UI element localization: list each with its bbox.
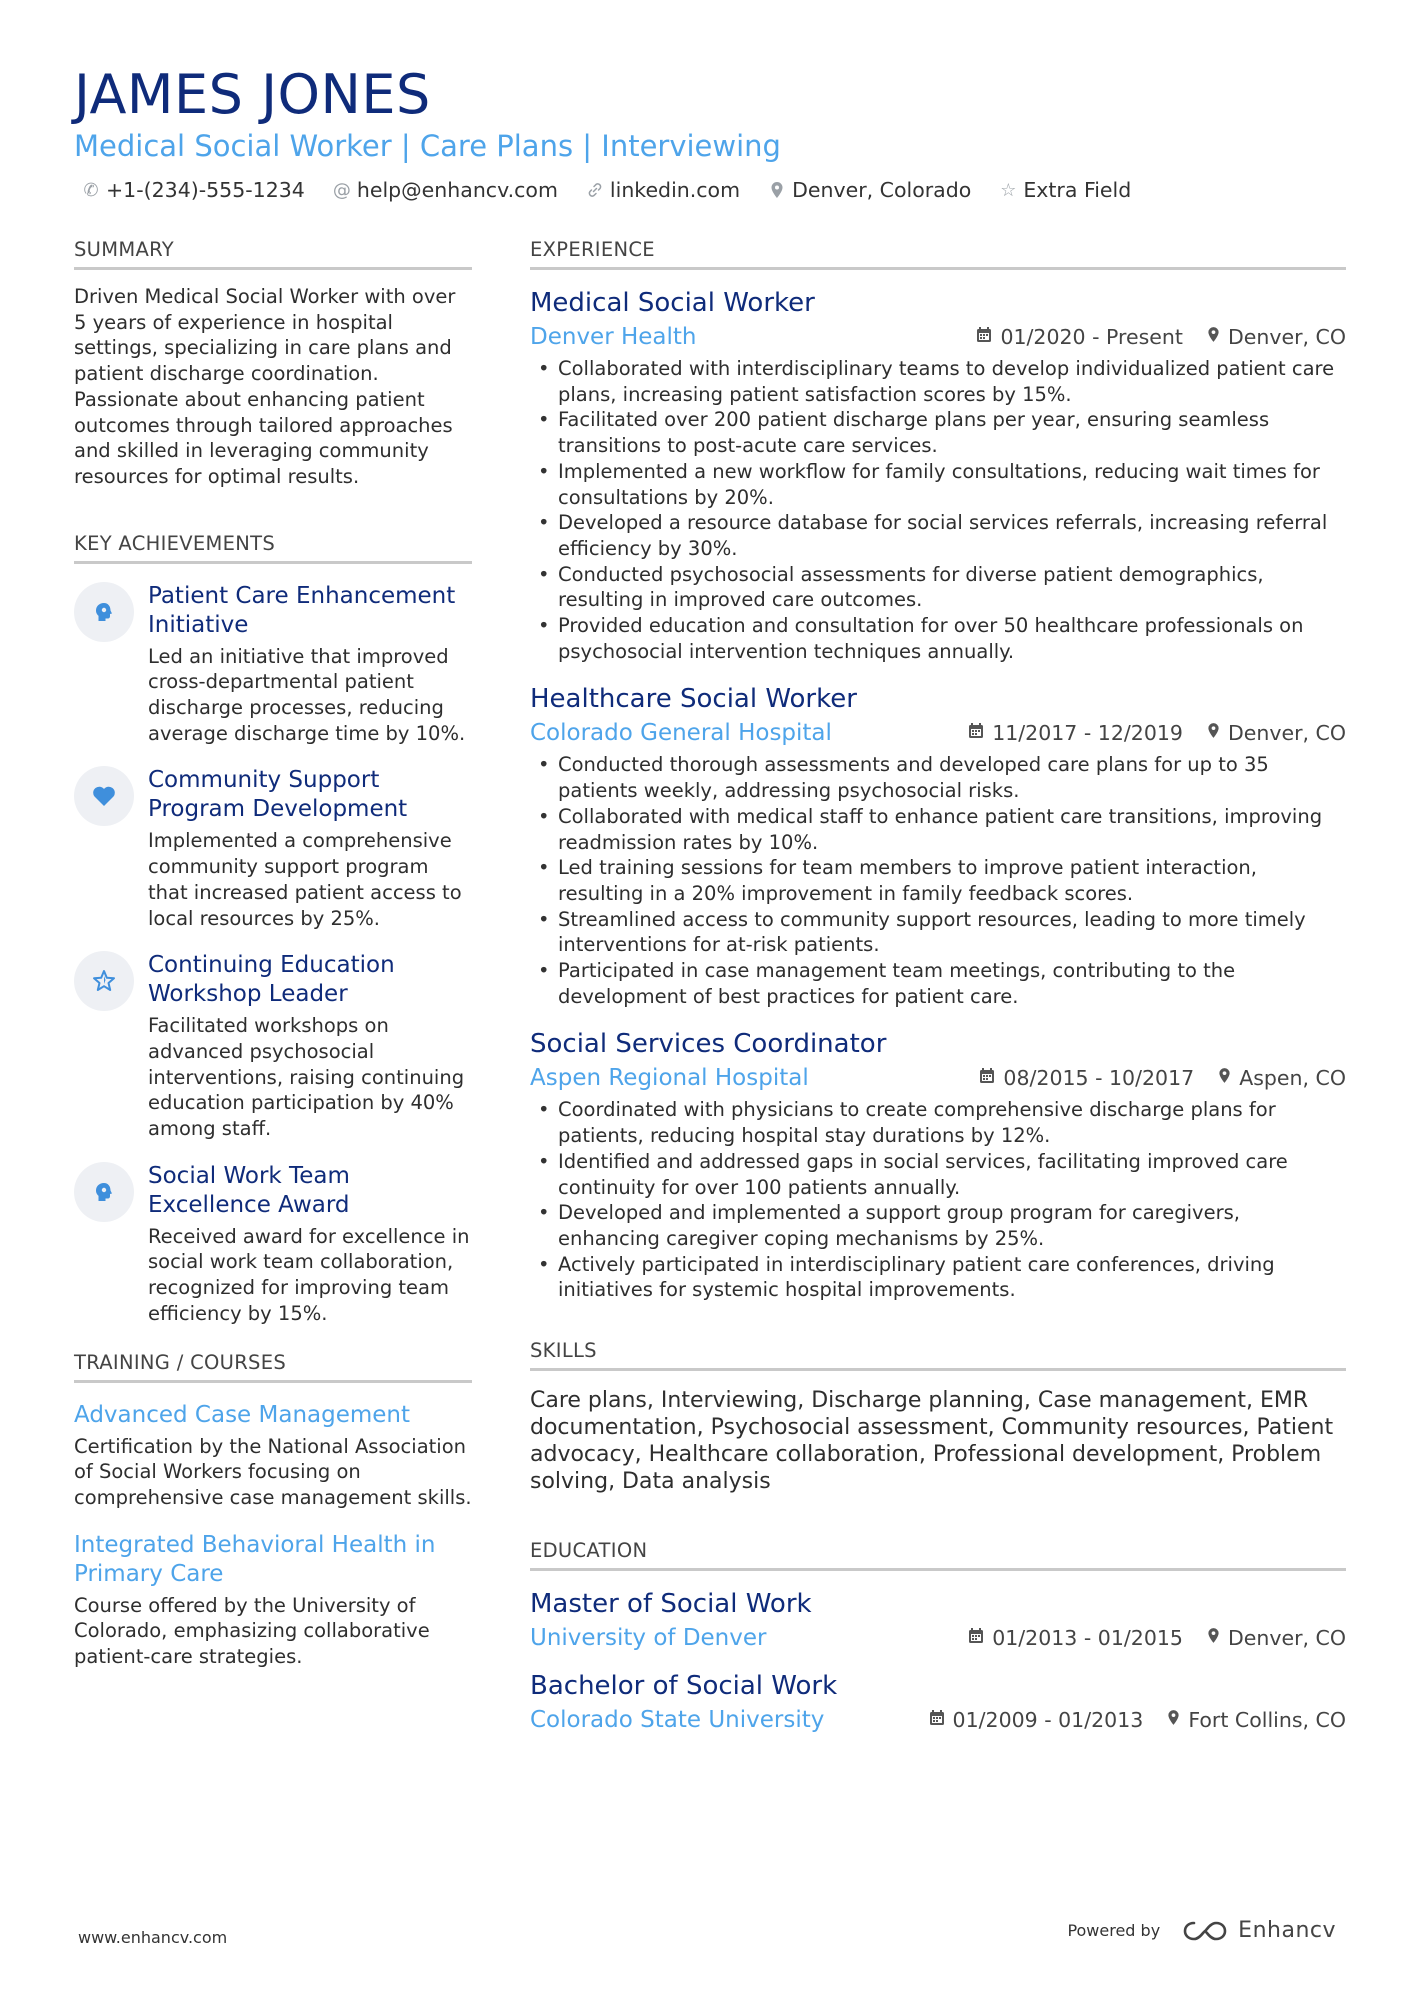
achievement-title: Continuing Education Workshop Leader: [148, 952, 395, 1008]
company-name: Colorado General Hospital: [530, 720, 832, 747]
job-dates: 08/2015 - 10/2017: [1003, 1066, 1195, 1091]
summary-section: [74, 238, 472, 490]
achievement-text: Led an initiative that improved cross-departmental patient discharge processes, reducing average discharge time by 10%.: [148, 644, 466, 745]
skills-text: Care plans, Interviewing, Discharge planning, Case management, EMR documentation, Psychosocial assessment, Community resources, Patient advocacy, Healthcare collaboration, Professional development, Problem solving, Data analysis: [530, 1388, 1334, 1495]
achievement-text: Implemented a comprehensive community support program that increased patient access to local resources by 25%.: [148, 829, 462, 930]
skills-heading: SKILLS: [530, 1339, 1346, 1371]
contact-email[interactable]: @ help@enhancv.com: [332, 178, 558, 202]
contact-linkedin[interactable]: linkedin.com: [586, 178, 740, 202]
candidate-name: JAMES JONES: [74, 63, 431, 126]
location-icon: [1207, 1627, 1220, 1649]
achievement-item: [74, 1162, 472, 1327]
bullet-item: • Developed and implemented a support group program for caregivers, enhancing caregiver coping mechanisms by 25%.: [530, 1200, 1346, 1251]
company-name: Denver Health: [530, 324, 697, 350]
star-icon: [74, 951, 134, 1011]
star-icon: ☆: [1000, 179, 1017, 201]
job-entry: [530, 1027, 1346, 1303]
course-title: Integrated Behavioral Health in Primary Care: [74, 1531, 436, 1587]
resume-page: [74, 62, 1346, 1734]
at-icon: @: [332, 179, 351, 201]
bullet-item: • Collaborated with medical staff to enhance patient care transitions, improving readmission rates by 10%.: [530, 804, 1346, 855]
achievement-title: Social Work Team Excellence Award: [148, 1162, 350, 1218]
achievements-heading: KEY ACHIEVEMENTS: [74, 532, 472, 564]
contact-bar: [74, 178, 1346, 202]
course-title: Advanced Case Management: [74, 1401, 411, 1428]
job-location: Denver, CO: [1227, 325, 1346, 349]
education-section: [530, 1539, 1346, 1735]
calendar-icon: [968, 722, 984, 744]
enhancv-logo[interactable]: [1182, 1918, 1336, 1943]
course-item: [74, 1531, 472, 1670]
education-dates: 01/2009 - 01/2013: [952, 1708, 1144, 1733]
job-bullets: [530, 752, 1346, 1009]
location-icon: [1167, 1709, 1180, 1731]
achievement-item: [74, 582, 472, 747]
degree-title: Master of Social Work: [530, 1589, 812, 1620]
bullet-item: • Conducted psychosocial assessments for diverse patient demographics, resulting in improved care outcomes.: [530, 562, 1346, 613]
calendar-icon: [979, 1067, 995, 1089]
achievement-title: Community Support Program Development: [148, 767, 408, 823]
achievements-section: [74, 532, 472, 1327]
bullet-item: • Streamlined access to community support resources, leading to more timely interventions for at-risk patients.: [530, 907, 1346, 958]
bullet-item: • Conducted thorough assessments and developed care plans for up to 35 patients weekly, addressing psychosocial risks.: [530, 752, 1346, 803]
experience-heading: EXPERIENCE: [530, 238, 1346, 270]
bullet-item: • Facilitated over 200 patient discharge plans per year, ensuring seamless transitions to post-acute care services.: [530, 407, 1346, 458]
head-icon: [74, 582, 134, 642]
bullet-item: • Implemented a new workflow for family consultations, reducing wait times for consultations by 20%.: [530, 459, 1346, 510]
job-bullets: [530, 1097, 1346, 1303]
job-title: Medical Social Worker: [530, 288, 815, 318]
job-entry: [530, 682, 1346, 1009]
link-icon: [586, 182, 604, 198]
achievement-item: [74, 766, 472, 931]
achievement-text: Received award for excellence in social work team collaboration, recognized for improving team efficiency by 15%.: [148, 1224, 470, 1325]
course-text: Course offered by the University of Colorado, emphasizing collaborative patient-care strategies.: [74, 1593, 430, 1669]
location-icon: [768, 181, 786, 199]
contact-location: Denver, Colorado: [768, 178, 971, 202]
bullet-item: • Led training sessions for team members to improve patient interaction, resulting in a 20% improvement in family feedback scores.: [530, 855, 1346, 906]
heart-icon: [74, 766, 134, 826]
job-location: Aspen, CO: [1239, 1066, 1346, 1091]
achievement-title: Patient Care Enhancement Initiative: [148, 582, 456, 638]
skills-section: [530, 1339, 1346, 1495]
bullet-item: • Developed a resource database for social services referrals, increasing referral efficiency by 30%.: [530, 510, 1346, 561]
education-dates: 01/2013 - 01/2015: [992, 1626, 1183, 1651]
achievement-text: Facilitated workshops on advanced psychosocial interventions, raising continuing education participation by 40% among staff.: [148, 1014, 465, 1141]
summary-text: Driven Medical Social Worker with over 5 years of experience in hospital settings, specializing in care plans and patient discharge coordination. Passionate about enhancing patient outcomes through tailored approaches and skilled in leveraging community resources for optimal results.: [74, 285, 456, 488]
calendar-icon: [976, 326, 992, 348]
footer-branding: [1067, 1918, 1336, 1943]
training-heading: TRAINING / COURSES: [74, 1351, 472, 1383]
bullet-item: • Collaborated with interdisciplinary teams to develop individualized patient care plans, increasing patient satisfaction scores by 15%.: [530, 356, 1346, 407]
calendar-icon: [968, 1627, 984, 1649]
brand-name: Enhancv: [1238, 1918, 1336, 1943]
contact-phone[interactable]: ✆ +1-(234)-555-1234: [83, 178, 305, 202]
training-section: [74, 1351, 472, 1670]
infinity-logo-icon: [1182, 1919, 1228, 1943]
experience-section: [530, 238, 1346, 1303]
job-entry: [530, 286, 1346, 664]
education-entry: [530, 1669, 1346, 1735]
degree-title: Bachelor of Social Work: [530, 1671, 838, 1702]
education-location: Denver, CO: [1227, 1626, 1346, 1651]
powered-by-label: Powered by: [1067, 1921, 1161, 1940]
bullet-item: • Coordinated with physicians to create comprehensive discharge plans for patients, reducing hospital stay durations by 12%.: [530, 1097, 1346, 1148]
candidate-title: Medical Social Worker | Care Plans | Interviewing: [74, 129, 781, 163]
job-location: Denver, CO: [1227, 721, 1346, 746]
bullet-item: • Actively participated in interdisciplinary patient care conferences, driving initiatives for systemic hospital improvements.: [530, 1252, 1346, 1303]
contact-extra: ☆ Extra Field: [1000, 178, 1132, 202]
head-icon: [74, 1162, 134, 1222]
job-title: Healthcare Social Worker: [530, 684, 857, 715]
bullet-item: • Identified and addressed gaps in social services, facilitating improved care continuity for over 100 patients annually.: [530, 1149, 1346, 1200]
bullet-item: • Participated in case management team meetings, contributing to the development of best practices for patient care.: [530, 958, 1346, 1009]
right-column: [530, 238, 1346, 1751]
location-icon: [1207, 326, 1220, 348]
school-name: Colorado State University: [530, 1707, 825, 1734]
job-dates: 11/2017 - 12/2019: [992, 721, 1183, 746]
location-icon: [1207, 722, 1220, 744]
education-entry: [530, 1587, 1346, 1653]
course-text: Certification by the National Association of Social Workers focusing on comprehensive case management skills.: [74, 1434, 472, 1509]
job-dates: 01/2020 - Present: [1000, 325, 1183, 349]
left-column: [74, 238, 472, 1690]
school-name: University of Denver: [530, 1625, 767, 1652]
footer-website[interactable]: www.enhancv.com: [78, 1928, 228, 1947]
course-item: [74, 1401, 472, 1511]
phone-icon: ✆: [83, 179, 99, 201]
job-title: Social Services Coordinator: [530, 1029, 887, 1060]
education-location: Fort Collins, CO: [1188, 1708, 1346, 1733]
location-icon: [1218, 1067, 1231, 1089]
summary-heading: SUMMARY: [74, 238, 472, 270]
job-bullets: [530, 356, 1346, 664]
company-name: Aspen Regional Hospital: [530, 1065, 809, 1092]
bullet-item: • Provided education and consultation for over 50 healthcare professionals on psychosocial intervention techniques annually.: [530, 613, 1346, 664]
education-heading: EDUCATION: [530, 1539, 1346, 1571]
achievement-item: [74, 951, 472, 1142]
calendar-icon: [929, 1709, 945, 1731]
